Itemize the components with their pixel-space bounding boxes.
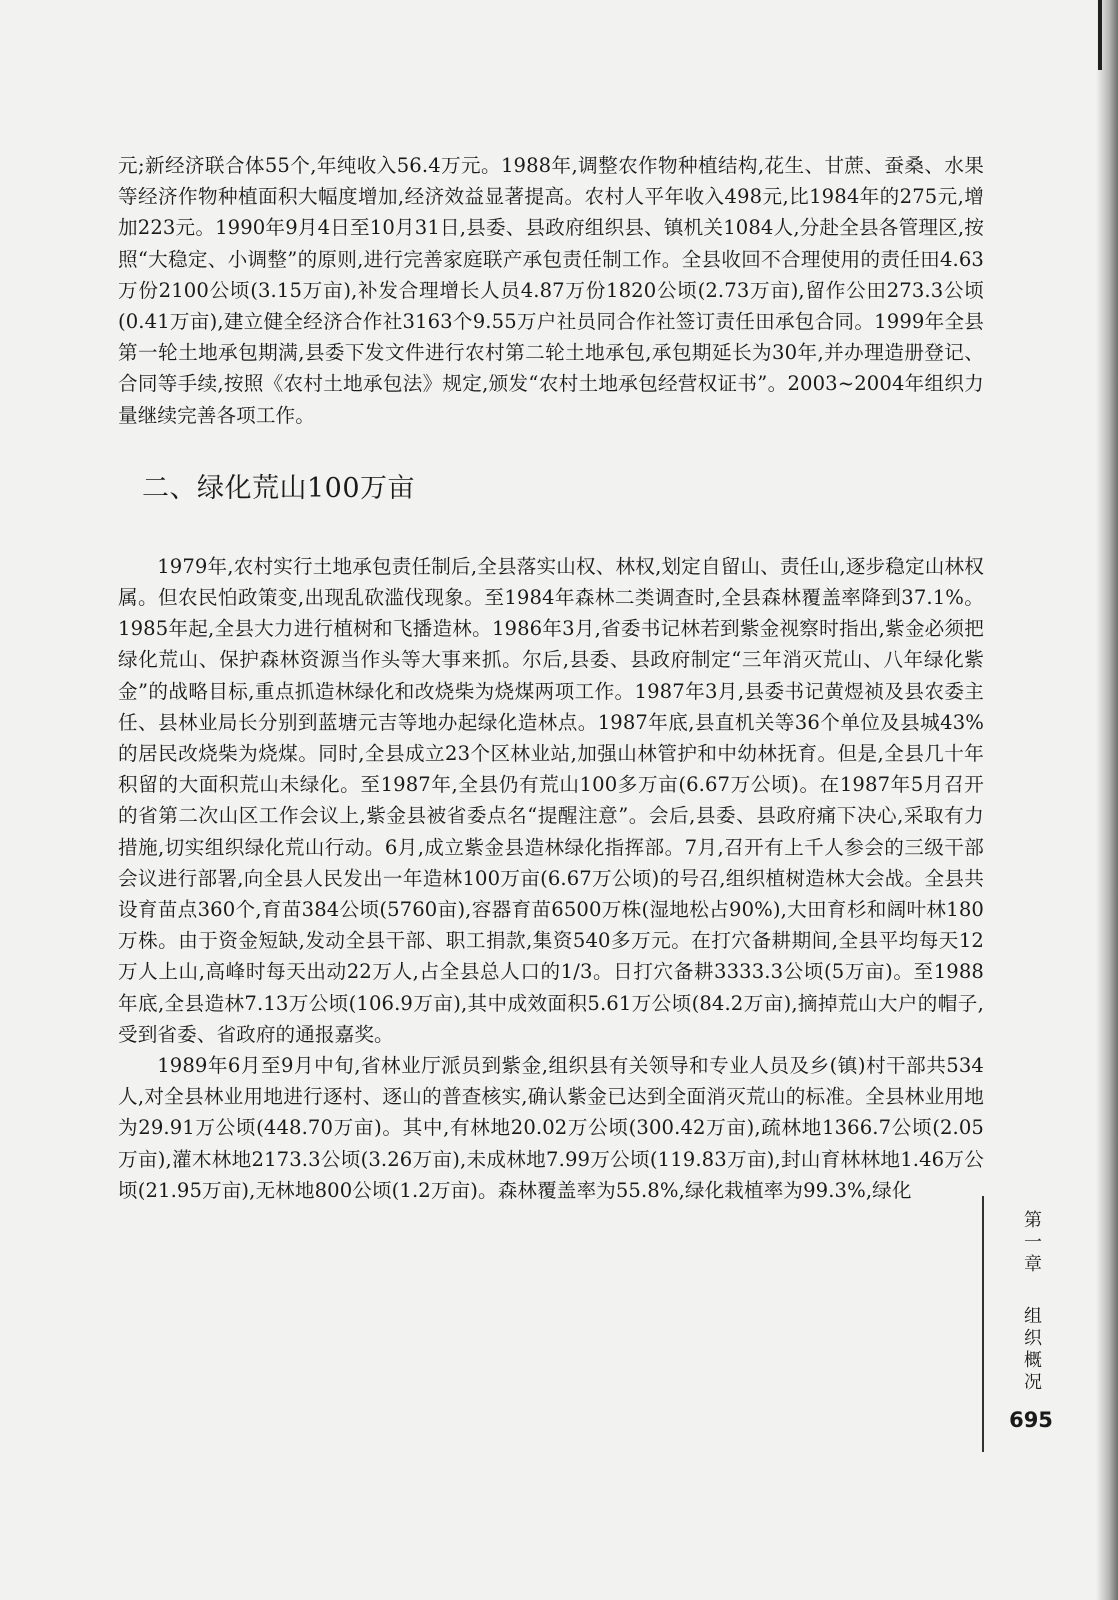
page-number: 695 [1009, 1408, 1053, 1432]
page-body [118, 150, 984, 1206]
section-heading: 二、绿化荒山100万亩 [142, 472, 416, 504]
paragraph-top: 元;新经济联合体55个,年纯收入56.4万元。1988年,调整农作物种植结构,花生、甘蔗、蚕桑、水果等经济作物种植面积大幅度增加,经济效益显著提高。农村人平年收入498元,比1984年的275元,增加223元。1990年9月4日至10月31日,县委、县政府组织县、镇机关1084人,分赴全县各管理区,按照“大稳定、小调整”的原则,进行完善家庭联产承包责任制工作。全县收回不合理使用的责任田4.63万份2100公顷(3.15万亩),补发合理增长人员4.87万份1820公顷(2.73万亩),留作公田273.3公顷(0.41万亩),建立健全经济合作社3163个9.55万户社员同合作社签订责任田承包合同。1999年全县第一轮土地承包期满,县委下发文件进行农村第二轮土地承包,承包期延长为30年,并办理造册登记、合同等手续,按照《农村土地承包法》规定,颁发“农村土地承包经营权证书”。2003~2004年组织力量继续完善各项工作。 [118, 154, 984, 427]
page-edge-shadow [1096, 0, 1118, 1600]
paragraph-main-2: 1989年6月至9月中旬,省林业厅派员到紫金,组织县有关领导和专业人员及乡(镇)村干部共534人,对全县林业用地进行逐村、逐山的普查核实,确认紫金已达到全面消灭荒山的标准。全县林业用地为29.91万公顷(448.70万亩)。其中,有林地20.02万公顷(300.42万亩),疏林地1366.7公顷(2.05万亩),灌木林地2173.3公顷(3.26万亩),未成林地7.99万公顷(119.83万亩),封山育林林地1.46万公顷(21.95万亩),无林地800公顷(1.2万亩)。森林覆盖率为55.8%,绿化栽植率为99.3%,绿化 [118, 1054, 984, 1202]
margin-column [996, 1210, 1066, 1432]
section-label: 组织概况 [1021, 1306, 1042, 1394]
paragraph-main-1: 1979年,农村实行土地承包责任制后,全县落实山权、林权,划定自留山、责任山,逐步稳定山林权属。但农民怕政策变,出现乱砍滥伐现象。至1984年森林二类调查时,全县森林覆盖率降到37.1%。1985年起,全县大力进行植树和飞播造林。1986年3月,省委书记林若到紫金视察时指出,紫金必须把绿化荒山、保护森林资源当作头等大事来抓。尔后,县委、县政府制定“三年消灭荒山、八年绿化紫金”的战略目标,重点抓造林绿化和改烧柴为烧煤两项工作。1987年3月,县委书记黄煜祯及县农委主任、县林业局长分别到蓝塘元吉等地办起绿化造林点。1987年底,县直机关等36个单位及县城43%的居民改烧柴为烧煤。同时,全县成立23个区林业站,加强山林管护和中幼林抚育。但是,全县几十年积留的大面积荒山未绿化。至1987年,全县仍有荒山100多万亩(6.67万公顷)。在1987年5月召开的省第二次山区工作会议上,紫金县被省委点名“提醒注意”。会后,县委、县政府痛下决心,采取有力措施,切实组织绿化荒山行动。6月,成立紫金县造林绿化指挥部。7月,召开有上千人参会的三级干部会议进行部署,向全县人民发出一年造林100万亩(6.67万公顷)的号召,组织植树造林大会战。全县共设育苗点360个,育苗384公顷(5760亩),容器育苗6500万株(湿地松占90%),大田育杉和阔叶林180万株。由于资金短缺,发动全县干部、职工捐款,集资540多万元。在打穴备耕期间,全县平均每天12万人上山,高峰时每天出动22万人,占全县总人口的1/3。日打穴备耕3333.3公顷(5万亩)。至1988年底,全县造林7.13万公顷(106.9万亩),其中成效面积5.61万公顷(84.2万亩),摘掉荒山大户的帽子,受到省委、省政府的通报嘉奖。 [118, 554, 984, 1046]
margin-rule [982, 1196, 984, 1452]
chapter-label: 第一章 [1021, 1210, 1042, 1276]
